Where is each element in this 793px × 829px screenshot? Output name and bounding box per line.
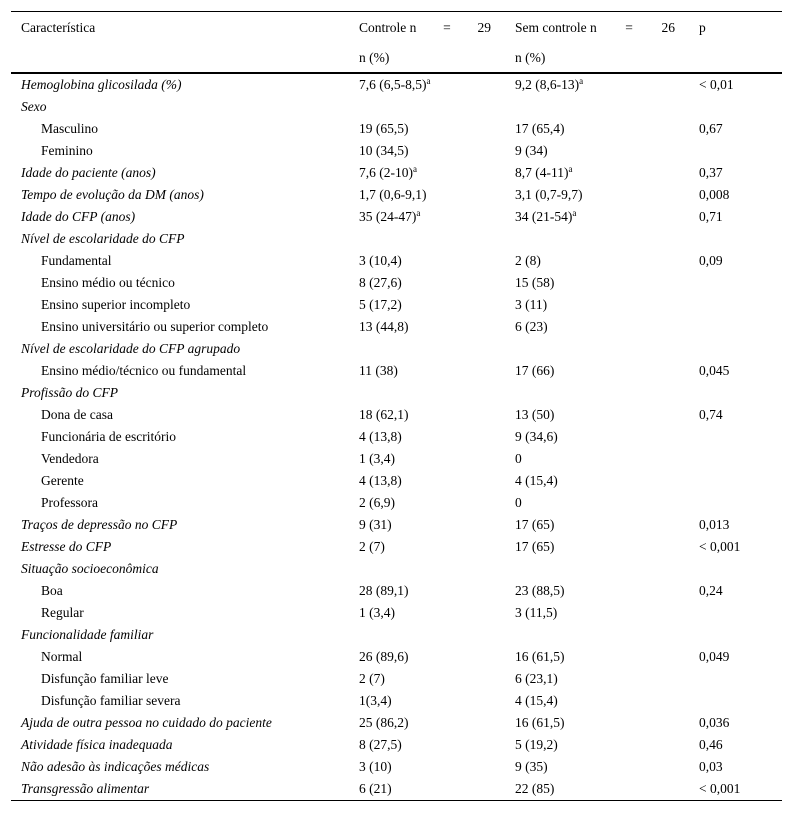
no-control-value <box>505 316 689 338</box>
header-control <box>349 12 505 44</box>
control-value-text: 18 (62,1) <box>359 407 409 422</box>
header-characteristic: Característica <box>11 12 349 44</box>
no-control-value-text: 23 (88,5) <box>515 583 565 598</box>
table-row <box>11 712 782 734</box>
footnote-marker: a <box>572 208 577 218</box>
row-label: Estresse do CFP <box>21 539 112 554</box>
no-control-value <box>505 96 689 118</box>
control-value-text: 11 (38) <box>359 363 398 378</box>
no-control-value <box>505 404 689 426</box>
row-label: Não adesão às indicações médicas <box>21 759 210 774</box>
no-control-value <box>505 536 689 558</box>
no-control-value <box>505 690 689 712</box>
no-control-value <box>505 228 689 250</box>
no-control-value <box>505 492 689 514</box>
p-value <box>689 668 782 690</box>
control-value <box>349 382 505 404</box>
control-value <box>349 228 505 250</box>
control-value <box>349 96 505 118</box>
p-value: 0,09 <box>699 253 723 268</box>
header-row <box>11 12 782 44</box>
p-value <box>689 338 782 360</box>
p-value: 0,24 <box>699 583 723 598</box>
no-control-value <box>505 382 689 404</box>
control-value-text: 2 (7) <box>359 671 385 686</box>
no-control-value <box>505 712 689 734</box>
table-row <box>11 206 782 228</box>
control-value <box>349 778 505 801</box>
control-value-text: 19 (65,5) <box>359 121 409 136</box>
p-value: 0,036 <box>699 715 730 730</box>
control-value <box>349 162 505 184</box>
table-row <box>11 404 782 426</box>
no-control-value-text: 5 (19,2) <box>515 737 558 752</box>
no-control-value-text: 9,2 (8,6-13) <box>515 77 580 92</box>
control-value <box>349 448 505 470</box>
control-value-text: 10 (34,5) <box>359 143 409 158</box>
p-value <box>689 272 782 294</box>
no-control-value-text: 34 (21-54) <box>515 209 573 224</box>
table-row <box>11 73 782 96</box>
table-row <box>11 778 782 801</box>
control-value-text: 1,7 (0,6-9,1) <box>359 187 427 202</box>
row-label: Dona de casa <box>41 407 113 422</box>
p-value: 0,37 <box>699 165 723 180</box>
control-value-text: 8 (27,6) <box>359 275 402 290</box>
p-value: 0,46 <box>699 737 723 752</box>
p-value <box>689 492 782 514</box>
no-control-value-text: 17 (65,4) <box>515 121 565 136</box>
footnote-marker: a <box>568 164 573 174</box>
no-control-value-text: 2 (8) <box>515 253 541 268</box>
table-row <box>11 734 782 756</box>
table-row <box>11 382 782 404</box>
control-value <box>349 514 505 536</box>
control-value <box>349 536 505 558</box>
characteristics-table <box>11 11 782 801</box>
table-row <box>11 624 782 646</box>
no-control-value-text: 16 (61,5) <box>515 715 565 730</box>
no-control-value <box>505 668 689 690</box>
row-label: Nível de escolaridade do CFP agrupado <box>21 341 241 356</box>
control-value-text: 7,6 (2-10) <box>359 165 413 180</box>
no-control-value <box>505 250 689 272</box>
control-value <box>349 184 505 206</box>
p-value: 0,71 <box>699 209 723 224</box>
header-control-eq: = <box>443 19 451 35</box>
no-control-value-text: 3 (11,5) <box>515 605 558 620</box>
control-value <box>349 338 505 360</box>
p-value <box>689 140 782 162</box>
table-row <box>11 514 782 536</box>
p-value <box>689 382 782 404</box>
no-control-value-text: 17 (65) <box>515 539 555 554</box>
row-label: Idade do paciente (anos) <box>21 165 156 180</box>
table-row <box>11 96 782 118</box>
p-value: 0,045 <box>699 363 730 378</box>
no-control-value <box>505 294 689 316</box>
row-label: Professora <box>41 495 98 510</box>
no-control-value <box>505 118 689 140</box>
table-row <box>11 426 782 448</box>
row-label: Feminino <box>41 143 93 158</box>
row-label: Profissão do CFP <box>21 385 119 400</box>
row-label: Hemoglobina glicosilada (%) <box>21 77 182 92</box>
row-label: Ensino médio/técnico ou fundamental <box>41 363 247 378</box>
footnote-marker: a <box>413 164 417 174</box>
p-value <box>689 448 782 470</box>
row-label: Ensino médio ou técnico <box>41 275 175 290</box>
control-value <box>349 756 505 778</box>
no-control-value <box>505 448 689 470</box>
no-control-value-text: 4 (15,4) <box>515 693 558 708</box>
control-value-text: 28 (89,1) <box>359 583 409 598</box>
no-control-value <box>505 206 689 228</box>
no-control-value-text: 22 (85) <box>515 781 555 796</box>
row-label: Regular <box>41 605 84 620</box>
no-control-value <box>505 602 689 624</box>
control-value-text: 5 (17,2) <box>359 297 402 312</box>
p-value: < 0,001 <box>699 539 741 554</box>
p-value <box>689 690 782 712</box>
p-value: 0,03 <box>699 759 723 774</box>
table-row <box>11 448 782 470</box>
p-value <box>689 624 782 646</box>
control-value-text: 35 (24-47) <box>359 209 417 224</box>
row-label: Ensino universitário ou superior completo <box>41 319 269 334</box>
header-p: p <box>689 12 782 44</box>
p-value: 0,74 <box>699 407 723 422</box>
no-control-value-text: 16 (61,5) <box>515 649 565 664</box>
no-control-value-text: 4 (15,4) <box>515 473 558 488</box>
control-value <box>349 470 505 492</box>
row-label: Ensino superior incompleto <box>41 297 191 312</box>
row-label: Boa <box>41 583 63 598</box>
row-label: Fundamental <box>41 253 112 268</box>
no-control-value-text: 6 (23,1) <box>515 671 558 686</box>
header-no-control-eq: = <box>625 19 633 35</box>
row-label: Masculino <box>41 121 98 136</box>
table-row <box>11 228 782 250</box>
table-row <box>11 272 782 294</box>
no-control-value <box>505 140 689 162</box>
row-label: Nível de escolaridade do CFP <box>21 231 185 246</box>
table-row <box>11 536 782 558</box>
header-control-label: Controle n <box>359 19 417 35</box>
no-control-value-text: 9 (34,6) <box>515 429 558 444</box>
no-control-value <box>505 426 689 448</box>
control-value <box>349 206 505 228</box>
header-no-control <box>505 12 689 44</box>
footnote-marker: a <box>426 76 431 86</box>
table-row <box>11 250 782 272</box>
control-value-text: 26 (89,6) <box>359 649 409 664</box>
p-value <box>689 470 782 492</box>
table-row <box>11 668 782 690</box>
row-label: Transgressão alimentar <box>11 778 349 801</box>
no-control-value <box>505 646 689 668</box>
control-value-text: 25 (86,2) <box>359 715 409 730</box>
control-value <box>349 73 505 96</box>
control-value <box>349 140 505 162</box>
no-control-value-text: 3,1 (0,7-9,7) <box>515 187 583 202</box>
control-value <box>349 272 505 294</box>
row-label: Sexo <box>21 99 47 114</box>
table-row <box>11 316 782 338</box>
no-control-value-text: 17 (66) <box>515 363 555 378</box>
no-control-value <box>505 162 689 184</box>
control-value <box>349 734 505 756</box>
table-row <box>11 162 782 184</box>
row-label: Normal <box>41 649 83 664</box>
no-control-value <box>505 514 689 536</box>
table-row <box>11 184 782 206</box>
control-value <box>349 602 505 624</box>
no-control-value-text: 6 (23) <box>515 319 548 334</box>
control-value <box>349 624 505 646</box>
control-value-text: 4 (13,8) <box>359 429 402 444</box>
no-control-value <box>505 470 689 492</box>
no-control-value-text: 9 (34) <box>515 143 548 158</box>
control-value <box>349 426 505 448</box>
p-value: 0,049 <box>699 649 730 664</box>
control-value-text: 2 (6,9) <box>359 495 395 510</box>
p-value: 0,67 <box>699 121 723 136</box>
no-control-value <box>505 756 689 778</box>
no-control-value-text: 0 <box>515 451 522 466</box>
table-row <box>11 558 782 580</box>
no-control-value-text: 15 (58) <box>515 275 555 290</box>
control-value-text: 2 (7) <box>359 539 385 554</box>
row-label: Tempo de evolução da DM (anos) <box>21 187 204 202</box>
table-row <box>11 602 782 624</box>
p-value: < 0,01 <box>699 77 734 92</box>
control-value-text: 1(3,4) <box>359 693 392 708</box>
p-value <box>689 602 782 624</box>
control-value <box>349 492 505 514</box>
table-row <box>11 756 782 778</box>
no-control-value-text: 13 (50) <box>515 407 555 422</box>
footnote-marker: a <box>416 208 421 218</box>
control-value <box>349 250 505 272</box>
no-control-value <box>505 624 689 646</box>
table-row <box>11 492 782 514</box>
control-value <box>349 646 505 668</box>
row-label: Situação socioeconômica <box>21 561 159 576</box>
control-value <box>349 404 505 426</box>
row-label: Funcionária de escritório <box>41 429 176 444</box>
control-value-text: 3 (10,4) <box>359 253 402 268</box>
table-row <box>11 294 782 316</box>
row-label: Idade do CFP (anos) <box>21 209 136 224</box>
row-label: Atividade física inadequada <box>21 737 173 752</box>
header-control-sub: n (%) <box>349 43 505 73</box>
p-value: 0,013 <box>699 517 730 532</box>
control-value <box>349 360 505 382</box>
no-control-value <box>505 558 689 580</box>
row-label: Vendedora <box>41 451 99 466</box>
no-control-value <box>505 338 689 360</box>
header-subrow <box>11 43 782 73</box>
control-value <box>349 712 505 734</box>
control-value-text: 13 (44,8) <box>359 319 409 334</box>
no-control-value-text: 9 (35) <box>515 759 548 774</box>
p-value <box>689 96 782 118</box>
no-control-value <box>505 272 689 294</box>
table-row <box>11 140 782 162</box>
table-row <box>11 580 782 602</box>
table-row <box>11 690 782 712</box>
row-label: Traços de depressão no CFP <box>21 517 178 532</box>
control-value-text: 8 (27,5) <box>359 737 402 752</box>
header-no-control-sub: n (%) <box>505 43 689 73</box>
control-value <box>349 668 505 690</box>
control-value-text: 3 (10) <box>359 759 392 774</box>
control-value-text: 7,6 (6,5-8,5) <box>359 77 427 92</box>
control-value <box>349 294 505 316</box>
row-label: Funcionalidade familiar <box>21 627 154 642</box>
p-value <box>689 228 782 250</box>
header-no-control-n: 26 <box>661 19 675 35</box>
no-control-value <box>505 734 689 756</box>
table-row <box>11 470 782 492</box>
no-control-value-text: 3 (11) <box>515 297 548 312</box>
control-value <box>349 558 505 580</box>
p-value <box>689 558 782 580</box>
header-control-n: 29 <box>477 19 491 35</box>
no-control-value <box>505 778 689 801</box>
row-label: Disfunção familiar severa <box>41 693 181 708</box>
p-value <box>689 294 782 316</box>
control-value <box>349 690 505 712</box>
row-label: Ajuda de outra pessoa no cuidado do paciente <box>21 715 272 730</box>
no-control-value <box>505 360 689 382</box>
control-value <box>349 118 505 140</box>
footnote-marker: a <box>579 76 584 86</box>
control-value-text: 1 (3,4) <box>359 451 395 466</box>
control-value <box>349 316 505 338</box>
p-value <box>689 316 782 338</box>
no-control-value <box>505 73 689 96</box>
no-control-value <box>505 184 689 206</box>
control-value-text: 9 (31) <box>359 517 392 532</box>
table-row <box>11 646 782 668</box>
header-no-control-label: Sem controle n <box>515 19 597 35</box>
table-row <box>11 118 782 140</box>
row-label: Disfunção familiar leve <box>41 671 169 686</box>
control-value-text: 6 (21) <box>359 781 392 796</box>
no-control-value-text: 17 (65) <box>515 517 555 532</box>
row-label: Gerente <box>41 473 84 488</box>
no-control-value-text: 8,7 (4-11) <box>515 165 569 180</box>
p-value: < 0,001 <box>689 778 782 801</box>
no-control-value-text: 0 <box>515 495 522 510</box>
control-value-text: 4 (13,8) <box>359 473 402 488</box>
control-value-text: 1 (3,4) <box>359 605 395 620</box>
no-control-value <box>505 580 689 602</box>
table-row <box>11 338 782 360</box>
control-value <box>349 580 505 602</box>
table-row <box>11 360 782 382</box>
p-value: 0,008 <box>699 187 730 202</box>
p-value <box>689 426 782 448</box>
